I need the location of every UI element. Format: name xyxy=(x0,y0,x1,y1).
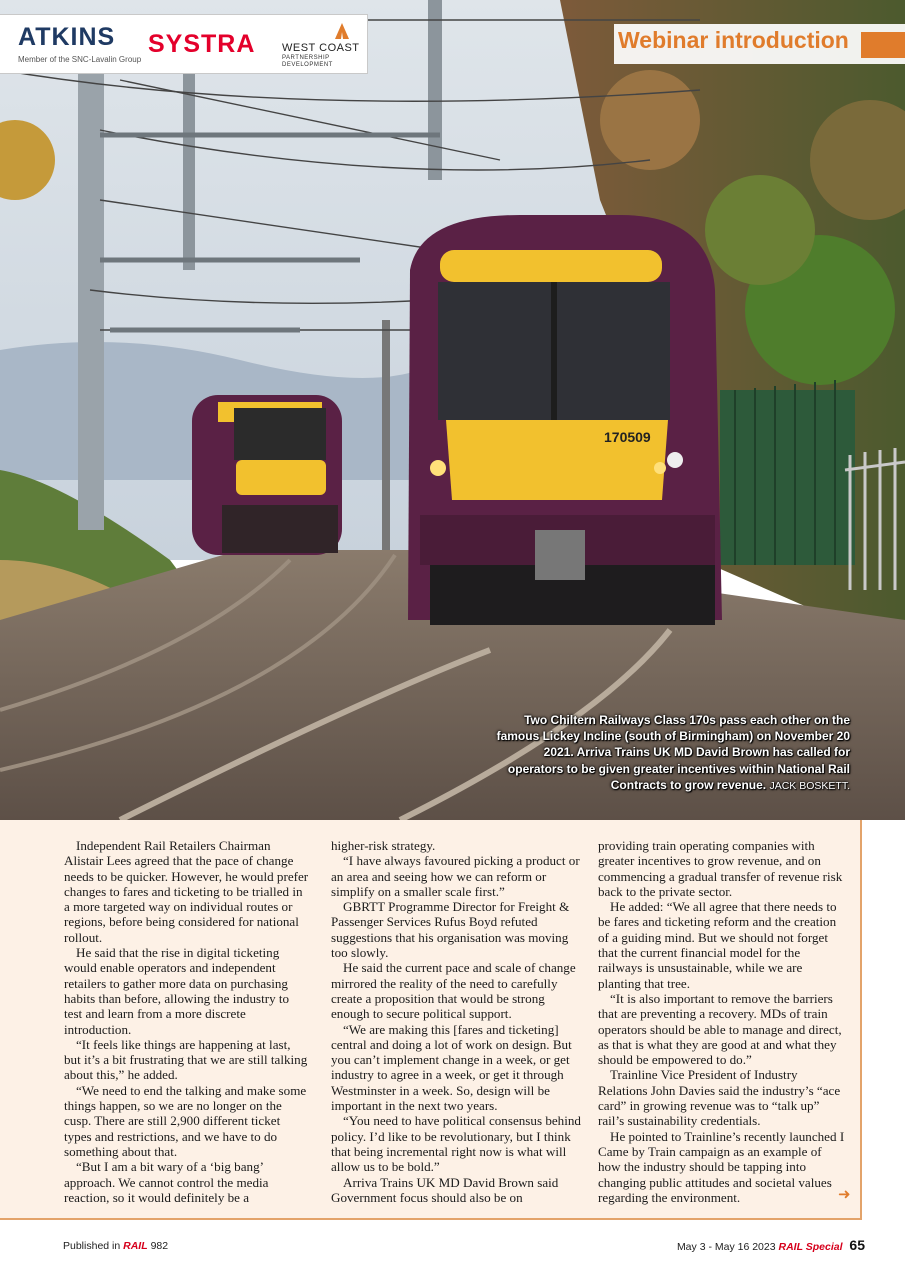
west-coast-logo: WEST COAST xyxy=(282,42,360,54)
paragraph: “You need to have political consensus behind policy. I’d like to be revolutionary, but I think that being incremental right now is what will allow us to be bold.” xyxy=(331,1113,581,1175)
photo-caption xyxy=(490,712,850,794)
published-prefix: Published in xyxy=(63,1240,121,1252)
section-tag xyxy=(614,24,905,64)
footer-published xyxy=(63,1240,168,1252)
caption-text: Two Chiltern Railways Class 170s pass each other on the famous Lickey Incline (south of Birmingham) on November 20 2021. Arriva Trains UK MD David Brown has called for operators to be given greater incentives within National Rail Contracts to grow revenue. xyxy=(496,713,850,792)
paragraph: “We are making this [fares and ticketing] central and doing a lot of work on design. But you can’t implement change in a week, or get industry to agree in a week, or get it through Westminster in a week. So, design will be important in the next two years. xyxy=(331,1021,572,1114)
page-number: 65 xyxy=(849,1237,865,1253)
sponsor-banner xyxy=(0,14,368,74)
article-column-3 xyxy=(598,838,846,1205)
published-brand: RAIL xyxy=(123,1240,148,1252)
footer-brand: RAIL Special xyxy=(778,1241,843,1253)
paragraph: GBRTT Programme Director for Freight & Passenger Services Rufus Boyd refuted suggestions that his organisation was moving too slowly. xyxy=(331,899,570,961)
paragraph: Arriva Trains UK MD David Brown said Government focus should also be on xyxy=(331,1174,559,1205)
article-column-2 xyxy=(331,838,581,1205)
paragraph: He said the current pace and scale of change mirrored the reality of the need to carefully create a proposition that would be strong enough to secure political support. xyxy=(331,960,576,1022)
section-tag-accent xyxy=(861,32,905,58)
paragraph: “But I am a bit wary of a ‘big bang’ approach. We cannot control the media reaction, so it would definitely be a xyxy=(64,1159,269,1205)
issue-dates: May 3 - May 16 2023 xyxy=(676,1241,776,1253)
article-column-1 xyxy=(64,838,310,1205)
paragraph: higher-risk strategy. xyxy=(331,838,436,853)
photo-credit: JACK BOSKETT. xyxy=(769,779,850,792)
paragraph: He pointed to Trainline’s recently launched I Came by Train campaign as an example of how the industry should be tapping into changing public attitudes and societal values regarding the environment. xyxy=(598,1128,845,1205)
atkins-logo-subtitle: Member of the SNC-Lavalin Group xyxy=(18,55,142,64)
paragraph: “It feels like things are happening at last, but it’s a bit frustrating that we are still talking about this,” he added. xyxy=(64,1036,308,1083)
train-number: 170509 xyxy=(604,429,651,445)
paragraph: “We need to end the talking and make some things happen, so we are no longer on the cusp. There are still 2,900 different ticket types and restrictions, and we have to do something about that. xyxy=(64,1082,307,1159)
paragraph: Trainline Vice President of Industry Relations John Davies said the industry’s “ace card” in growing revenue was to “talk up” rail’s sustainability credentials. xyxy=(598,1067,841,1129)
article-body xyxy=(0,820,862,1220)
paragraph: He said that the rise in digital ticketing would enable operators and independent retailers to gather more data on purchasing habits than before, allowing the industry to test and learn from a more discrete introduction. xyxy=(64,945,290,1037)
footer-folio xyxy=(677,1237,865,1253)
west-coast-logo-subtitle: PARTNERSHIP DEVELOPMENT xyxy=(282,55,333,68)
paragraph: Independent Rail Retailers Chairman Alistair Lees agreed that the pace of change needs to be quicker. However, he would prefer changes to fares and ticketing to be trialled in a more targeted way on individual routes or regions, before being considered for national rollout. xyxy=(64,838,309,945)
paragraph: “I have always favoured picking a product or an area and seeing how we can reform or simplify on a smaller scale first.” xyxy=(331,853,580,899)
paragraph: providing train operating companies with greater incentives to grow revenue, and on commencing a gradual transfer of revenue risk back to the private sector. xyxy=(598,838,843,899)
atkins-logo: ATKINS xyxy=(18,23,116,51)
paragraph: He added: “We all agree that there needs to be fares and ticketing reform and the creation of a guiding mind. But we should not forget that the current financial model for the railways is unsustainable, while we are planting that tree. xyxy=(598,899,837,991)
arrow-right-icon: ➜ xyxy=(838,1185,851,1203)
west-coast-logo-icon xyxy=(334,22,350,40)
systra-logo: SYSTRA xyxy=(148,30,256,58)
paragraph: “It is also important to remove the barriers that are preventing a recovery. MDs of train operators should be able to manage and direct, as that is what they are good at and what they should be empowered to do.” xyxy=(598,990,842,1068)
section-title: Webinar introduction xyxy=(618,27,849,53)
published-issue: 982 xyxy=(150,1240,169,1252)
